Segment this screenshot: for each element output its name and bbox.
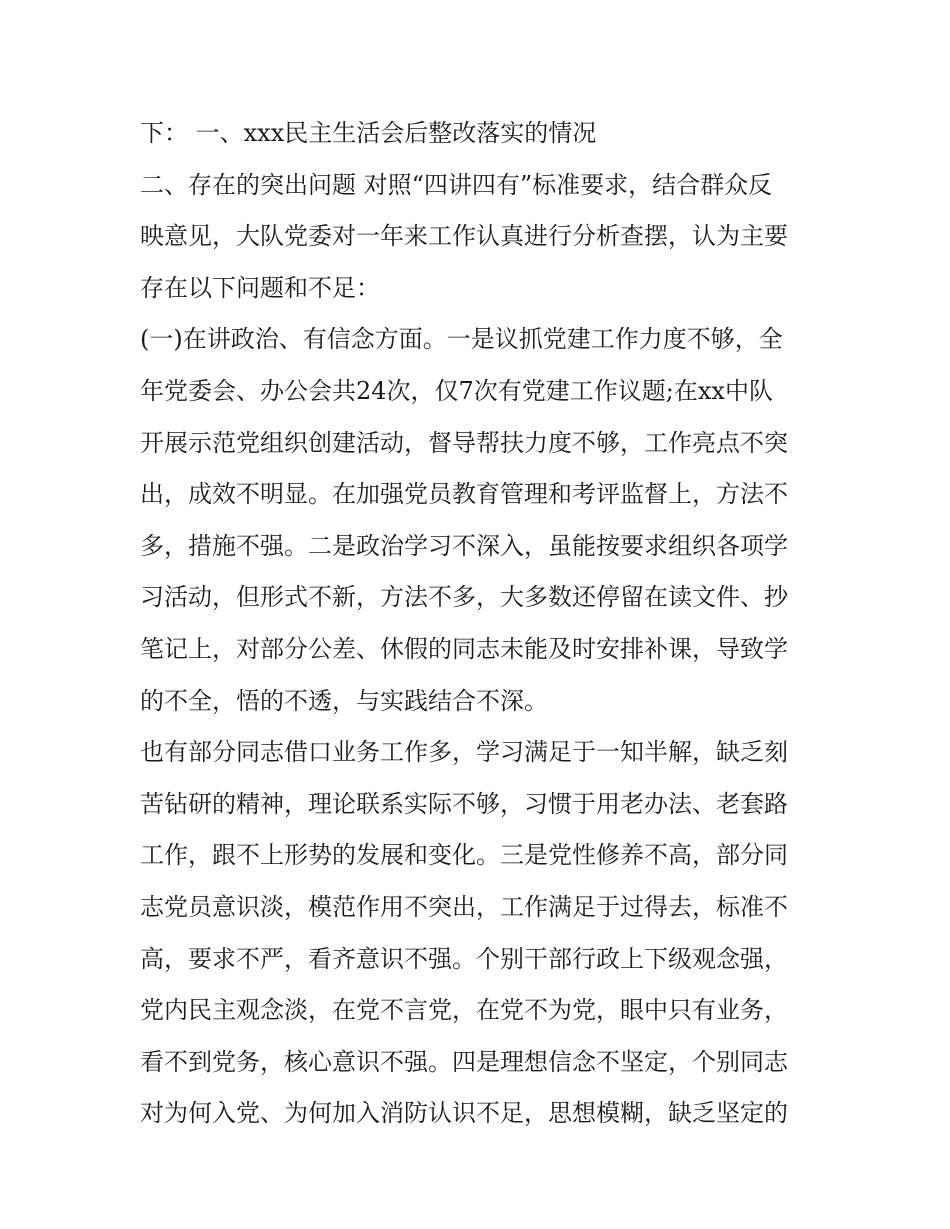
text-line: 出，成效不明显。在加强党员教育管理和考评监督上，方法不 [140,480,788,509]
text-line: 二、存在的突出问题 对照“四讲四有”标准要求，结合群众反 [140,170,773,199]
text-line: 年党委会、办公会共24次，仅7次有党建工作议题;在xx中队 [140,376,773,405]
text-line: 笔记上，对部分公差、休假的同志未能及时安排补课，导致学 [140,634,788,663]
text-line: 工作，跟不上形势的发展和变化。三是党性修养不高，部分同 [140,841,788,870]
text-line: (一)在讲政治、有信念方面。一是议抓党建工作力度不够，全 [140,325,783,354]
text-line: 映意见，大队党委对一年来工作认真进行分析查摆，认为主要 [140,222,788,251]
text-line: 下： 一、xxx民主生活会后整改落实的情况 [140,119,597,147]
text-line: 高，要求不严，看齐意识不强。个别干部行政上下级观念强， [140,944,788,973]
text-line: 苦钻研的精神，理论联系实际不够，习惯于用老办法、老套路 [140,789,788,818]
text-line: 存在以下问题和不足： [140,273,380,302]
text-line: 志党员意识淡，模范作用不突出，工作满足于过得去，标准不 [140,892,788,921]
text-line: 多，措施不强。二是政治学习不深入，虽能按要求组织各项学 [140,531,788,560]
text-line: 党内民主观念淡，在党不言党，在党不为党，眼中只有业务， [140,996,788,1025]
text-line: 的不全，悟的不透，与实践结合不深。 [140,686,548,715]
text-line: 看不到党务，核心意识不强。四是理想信念不坚定，个别同志 [140,1047,788,1076]
document-body [140,108,820,1140]
text-line: 习活动，但形式不新，方法不多，大多数还停留在读文件、抄 [140,583,788,612]
text-line: 开展示范党组织创建活动，督导帮扶力度不够，工作亮点不突 [140,428,788,457]
text-line: 也有部分同志借口业务工作多，学习满足于一知半解，缺乏刻 [140,738,788,767]
text-line: 对为何入党、为何加入消防认识不足，思想模糊，缺乏坚定的 [140,1099,788,1128]
